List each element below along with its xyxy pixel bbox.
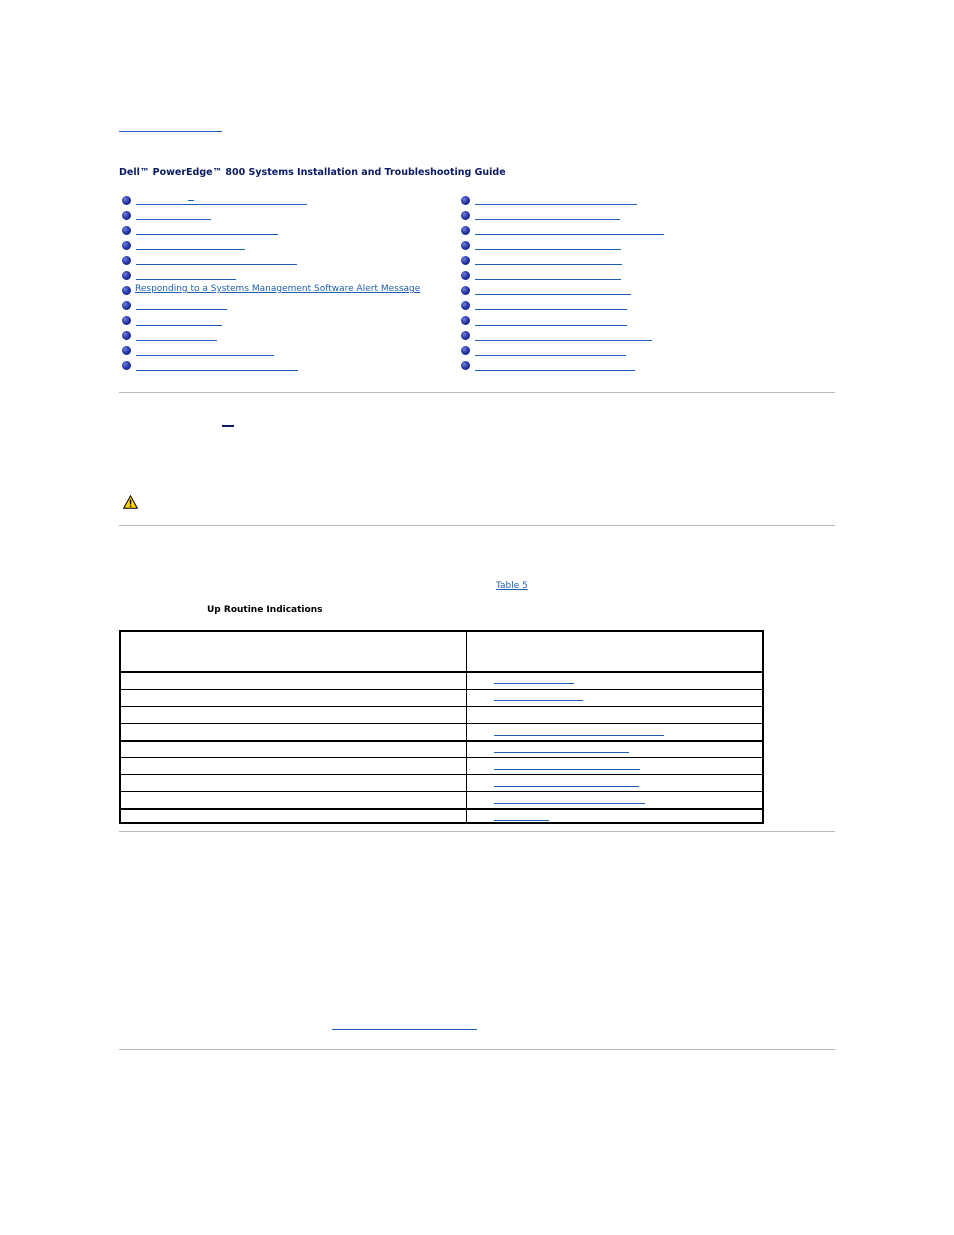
- table-cell-link[interactable]: [494, 820, 549, 821]
- table-row: [121, 723, 762, 724]
- table-row: [121, 740, 762, 742]
- bullet-icon: [122, 316, 131, 325]
- table-row: [121, 671, 762, 673]
- bullet-icon: [461, 286, 470, 295]
- nav-link[interactable]: [475, 249, 621, 250]
- bullet-icon: [122, 241, 131, 250]
- table-row: [121, 706, 762, 707]
- page-title: Dell™ PowerEdge™ 800 Systems Installation and Troubleshooting Guide: [119, 167, 506, 178]
- section-anchor-mark[interactable]: [222, 425, 234, 427]
- nav-link[interactable]: [136, 234, 278, 235]
- bullet-icon: [461, 271, 470, 280]
- nav-link[interactable]: [136, 219, 211, 220]
- bullet-icon: [461, 211, 470, 220]
- table-cell-link[interactable]: [494, 752, 629, 753]
- bullet-icon: [461, 346, 470, 355]
- bullet-icon: [122, 256, 131, 265]
- nav-link[interactable]: [136, 370, 298, 371]
- table-5-link[interactable]: Table 5: [496, 581, 528, 591]
- nav-link[interactable]: [475, 294, 631, 295]
- nav-link[interactable]: [475, 370, 635, 371]
- warning-triangle-icon: [123, 495, 138, 509]
- bullet-icon: [461, 226, 470, 235]
- nav-link[interactable]: [475, 279, 621, 280]
- bullet-icon: [122, 271, 131, 280]
- table-cell-link[interactable]: [494, 769, 640, 770]
- nav-link-fragment[interactable]: [188, 200, 194, 201]
- divider: [119, 525, 835, 526]
- nav-link[interactable]: [136, 309, 227, 310]
- nav-link[interactable]: [136, 249, 245, 250]
- nav-link[interactable]: [475, 355, 626, 356]
- table-row: [121, 774, 762, 775]
- divider: [119, 1049, 835, 1050]
- table-cell-link[interactable]: [494, 683, 574, 684]
- table-row: [121, 689, 762, 690]
- nav-link-alert-message[interactable]: Responding to a Systems Management Software Alert Message: [135, 284, 421, 294]
- bullet-icon: [122, 331, 131, 340]
- table-cell-link[interactable]: [494, 803, 645, 804]
- bullet-icon: [461, 361, 470, 370]
- nav-link[interactable]: [475, 325, 627, 326]
- bullet-icon: [122, 286, 131, 295]
- bullet-icon: [122, 226, 131, 235]
- nav-link[interactable]: [475, 264, 622, 265]
- indications-table: [119, 630, 764, 824]
- nav-link[interactable]: [475, 309, 627, 310]
- table-cell-link[interactable]: [494, 700, 583, 701]
- back-to-contents-link[interactable]: [119, 131, 222, 132]
- inline-link[interactable]: [332, 1029, 477, 1030]
- divider: [119, 831, 835, 832]
- table-cell-link[interactable]: [494, 786, 639, 787]
- column-divider: [466, 632, 467, 822]
- table-row: [121, 757, 762, 758]
- table-cell-link[interactable]: [494, 735, 664, 736]
- bullet-icon: [461, 241, 470, 250]
- table-row: [121, 808, 762, 810]
- nav-link[interactable]: [136, 279, 236, 280]
- divider: [119, 392, 835, 393]
- nav-link[interactable]: [475, 340, 652, 341]
- bullet-icon: [122, 301, 131, 310]
- nav-link[interactable]: [136, 340, 217, 341]
- bullet-icon: [122, 361, 131, 370]
- bullet-icon: [122, 346, 131, 355]
- nav-link[interactable]: [136, 264, 297, 265]
- nav-link[interactable]: [136, 355, 274, 356]
- table-row: [121, 791, 762, 792]
- nav-link[interactable]: [136, 325, 222, 326]
- table-caption: Up Routine Indications: [207, 605, 323, 615]
- nav-link[interactable]: [475, 219, 620, 220]
- bullet-icon: [461, 196, 470, 205]
- bullet-icon: [461, 301, 470, 310]
- bullet-icon: [461, 316, 470, 325]
- bullet-icon: [122, 196, 131, 205]
- nav-link[interactable]: [136, 204, 307, 205]
- bullet-icon: [461, 331, 470, 340]
- nav-link[interactable]: [475, 234, 664, 235]
- nav-link[interactable]: [475, 204, 637, 205]
- bullet-icon: [122, 211, 131, 220]
- bullet-icon: [461, 256, 470, 265]
